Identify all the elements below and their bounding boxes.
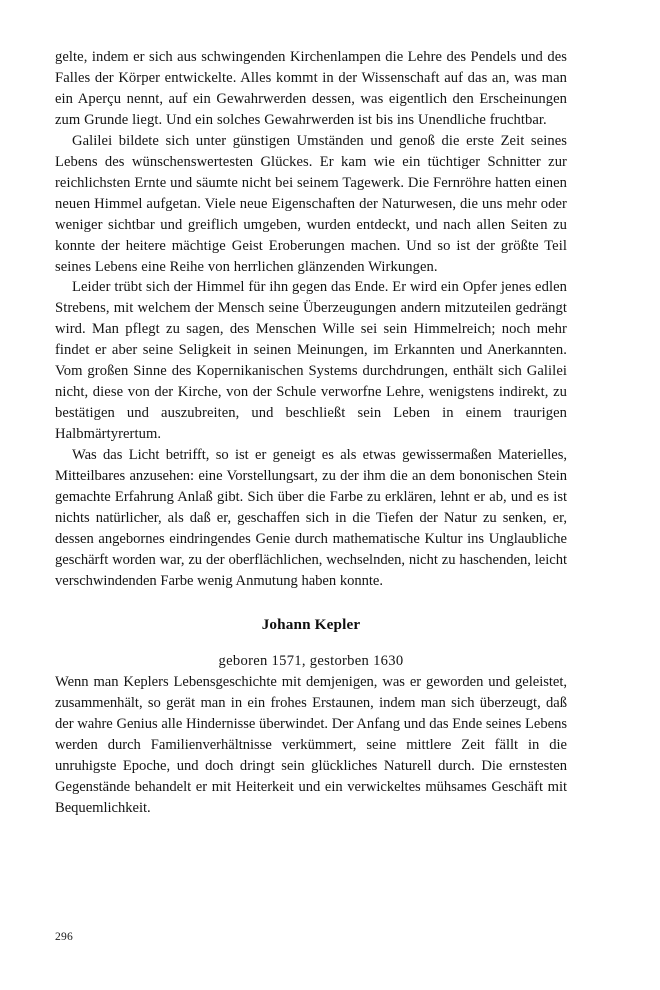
section-subtitle-lifespan: geboren 1571, gestorben 1630 <box>218 652 404 669</box>
paragraph-galilei-glueck: Galilei bildete sich unter günstigen Umständen und genoß die erste Zeit seines Lebens des wünschenswertesten Glückes. Er kam wie ein tüchtiger Schnitter zur reichlichsten Ernte und säumte nicht bei seinem Tagewerk. Die Fernröhre hatten einen neuen Himmel aufgetan. Viele neue Eigenschaften der Naturwesen, die uns mehr oder weniger sichtbar und greiflich umgeben, wurden entdeckt, und nach allen Seiten zu konnte der heitere mächtige Geist Eroberungen machen. Und so ist der größte Teil seines Lebens eine Reihe von herrlichen glänzenden Wirkungen. <box>55 132 567 275</box>
section-heading-block <box>55 614 567 672</box>
section-title-johann-kepler: Johann Kepler <box>261 615 361 633</box>
paragraph-galilei-pendel: gelte, indem er sich aus schwingenden Kirchenlampen die Lehre des Pendels und des Falles der Körper entwickelte. Alles kommt in der Wissenschaft auf das an, was man ein Aperçu nennt, auf ein Gewahrwerden dessen, was eigentlich den Erscheinungen zum Grunde liegt. Und ein solches Gewahrwerden ist bis ins Unendliche fruchtbar. <box>55 49 567 128</box>
text-column <box>55 47 567 818</box>
paragraph-galilei-ende: Leider trübt sich der Himmel für ihn gegen das Ende. Er wird ein Opfer jenes edlen Strebens, mit welchem der Mensch seine Überzeugungen andern mitzuteilen gedrängt wird. Man pflegt zu sagen, des Menschen Wille sei sein Himmelreich; noch mehr findet er aber seine Seligkeit in seinen Meinungen, im Erkannten und Anerkannten. Vom großen Sinne des Kopernikanischen Systems durchdrungen, enthält sich Galilei nicht, diese von der Kirche, von der Schule verworfne Lehre, wenigstens indirekt, zu bestätigen und auszubreiten, und beschließt sein Leben in einem traurigen Halbmärtyrertum. <box>55 279 567 443</box>
paragraph-kepler-einleitung: Wenn man Keplers Lebensgeschichte mit demjenigen, was er geworden und geleistet, zusammenhält, so gerät man in ein frohes Erstaunen, indem man sich überzeugt, daß der wahre Genius alle Hindernisse überwindet. Der Anfang und das Ende seines Lebens werden durch Familienverhältnisse verkümmert, seine mittlere Zeit fällt in die unruhigste Epoche, und doch dringt sein glückliches Naturell durch. Die ernstesten Gegenstände behandelt er mit Heiterkeit und ein verwickeltes mühsames Geschäft mit Bequemlichkeit. <box>55 673 567 816</box>
page-number: 296 <box>55 930 74 943</box>
paragraph-galilei-licht: Was das Licht betrifft, so ist er geneigt es als etwas gewissermaßen Materielles, Mitteilbares anzusehen: eine Vorstellungsart, zu der ihm die an dem bononischen Stein gemachte Erfahrung Anlaß gibt. Sich über die Farbe zu erklären, lehnt er ab, und es ist nichts natürlicher, als daß er, geschaffen sich in die Tiefen der Natur zu senken, er, dessen angebornes eindringendes Genie durch mathematische Kultur ins Unglaubliche geschärft worden war, zu der oberflächlichen, wechselnden, nicht zu haschenden, leicht verschwindenden Farbe wenig Anmutung haben konnte. <box>55 447 567 589</box>
